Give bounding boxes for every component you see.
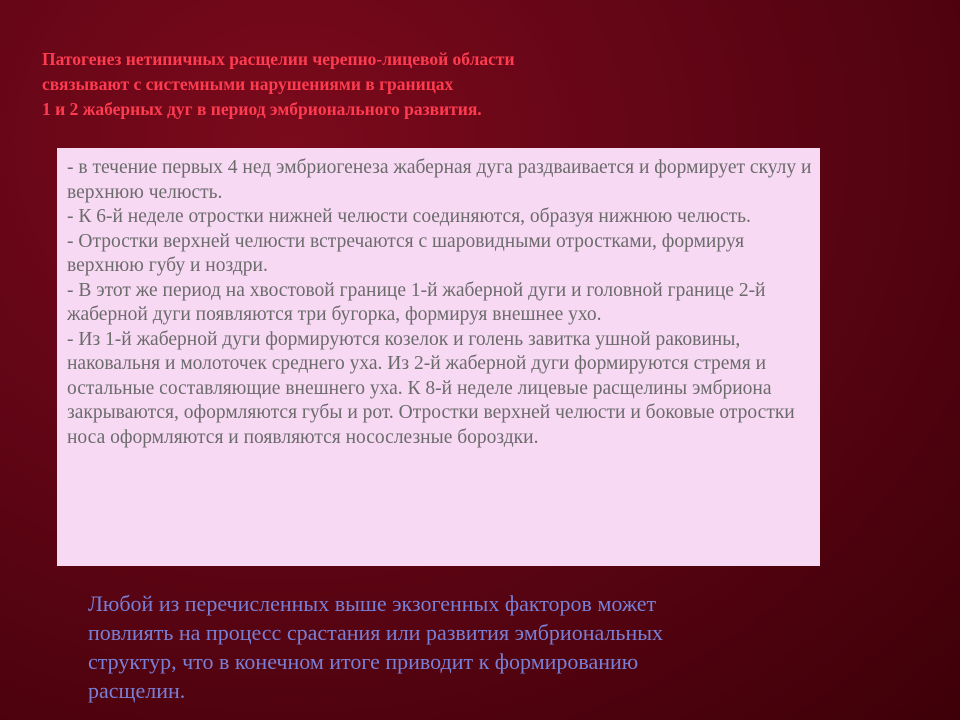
title-line: Патогенез нетипичных расщелин черепно-лицевой области — [42, 49, 515, 69]
conclusion-text — [88, 589, 848, 705]
panel-paragraph: - В этот же период на хвостовой границе 1-й жаберной дуги и головной границе 2-й жаберной дуги появляются три бугорка, формируя внешнее ухо. — [67, 279, 766, 325]
content-panel — [57, 148, 820, 566]
conclusion-line: Любой из перечисленных выше экзогенных факторов может — [88, 591, 657, 616]
panel-paragraph: - Отростки верхней челюсти встречаются с шаровидными отростками, формируя верхнюю губу и ноздри. — [67, 230, 745, 276]
panel-paragraph: - Из 1-й жаберной дуги формируются козелок и голень завитка ушной раковины, наковальня и молоточек среднего уха. Из 2-й жаберной дуги формируются стремя и остальные составляющие внешнего уха. К 8-й неделе лицевые расщелины эмбриона закрываются, оформляются губы и рот. Отростки верхней челюсти и боковые отростки носа оформляются и появляются носослезные бороздки. — [67, 328, 795, 448]
conclusion-line: повлиять на процесс срастания или развития эмбриональных — [88, 620, 664, 645]
conclusion-line: структур, что в конечном итоге приводит к формированию — [88, 649, 639, 674]
panel-paragraph: - в течение первых 4 нед эмбриогенеза жаберная дуга раздваивается и формирует скулу и верхнюю челюсть. — [67, 157, 812, 203]
title-line: связывают с системными нарушениями в границах — [42, 74, 454, 94]
conclusion-line: расщелин. — [88, 678, 186, 703]
title-line: 1 и 2 жаберных дуг в период эмбрионального развития. — [42, 99, 482, 119]
slide-title — [42, 47, 922, 122]
panel-paragraph: - К 6-й неделе отростки нижней челюсти соединяются, образуя нижнюю челюсть. — [67, 206, 751, 227]
